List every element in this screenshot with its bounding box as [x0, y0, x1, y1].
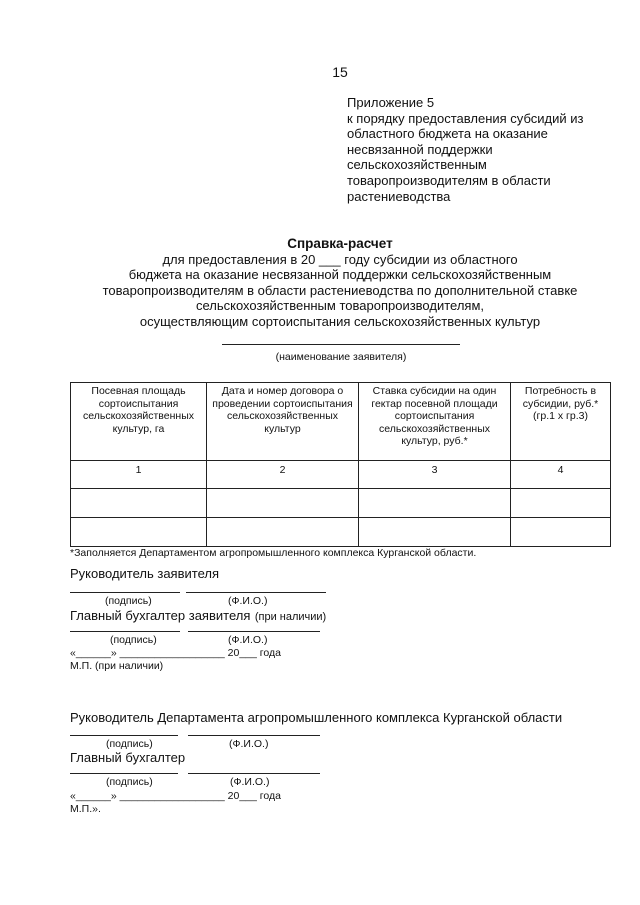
- fio-caption: (Ф.И.О.): [229, 738, 269, 750]
- appendix-line: Приложение 5: [347, 95, 435, 110]
- header-cell-need: Потребность в субсидии, руб.* (гр.1 х гр.3): [511, 383, 611, 461]
- column-number: 3: [359, 461, 511, 489]
- page-number: 15: [332, 64, 348, 80]
- table-cell: [359, 518, 511, 547]
- appendix-line: областного бюджета на оказание: [347, 126, 548, 142]
- calculation-table: [70, 382, 611, 547]
- table-cell: [71, 489, 207, 518]
- signature-caption: (подпись): [105, 595, 152, 607]
- signature-caption: (подпись): [106, 738, 153, 750]
- fio-line: [188, 773, 320, 774]
- signature-line: [70, 592, 180, 593]
- table-row: [71, 489, 611, 518]
- applicant-name-line: [222, 344, 460, 345]
- document-title: [70, 236, 610, 330]
- date-line: «______» __________________ 20___ года: [70, 790, 281, 802]
- table-cell: [511, 489, 611, 518]
- chief-accountant-applicant-label: Главный бухгалтер заявителя: [70, 608, 251, 623]
- signature-line: [70, 773, 178, 774]
- date-line: «______» __________________ 20___ года: [70, 647, 281, 659]
- head-department-label: Руководитель Департамента агропромышленного комплекса Курганской области: [70, 710, 563, 725]
- column-number: 2: [207, 461, 359, 489]
- title-line: товаропроизводителям в области растениеводства по дополнительной ставке: [102, 282, 578, 298]
- appendix-line: несвязанной поддержки: [347, 141, 493, 157]
- column-number: 4: [511, 461, 611, 489]
- table-header-row: [71, 383, 611, 461]
- column-number: 1: [71, 461, 207, 489]
- fio-caption: (Ф.И.О.): [230, 776, 270, 788]
- appendix-note: [347, 95, 607, 204]
- signature-line: [70, 735, 178, 736]
- signature-caption: (подпись): [106, 776, 153, 788]
- table-cell: [511, 518, 611, 547]
- title-heading: Справка-расчет: [287, 236, 393, 251]
- table-row: [71, 518, 611, 547]
- appendix-line: растениеводства: [347, 188, 451, 204]
- signature-caption: (подпись): [110, 634, 157, 646]
- title-line: бюджета на оказание несвязанной поддержки сельскохозяйственным: [128, 267, 552, 283]
- title-line: для предоставления в 20 ___ году субсидии из областного: [162, 251, 518, 267]
- fio-line: [188, 631, 320, 632]
- head-applicant-label: Руководитель заявителя: [70, 566, 219, 581]
- fio-caption: (Ф.И.О.): [228, 634, 268, 646]
- signature-line: [70, 631, 180, 632]
- seal-note: М.П.».: [70, 803, 101, 815]
- header-cell-area: Посевная площадь сортоиспытания сельскохозяйственных культур, га: [71, 383, 207, 461]
- table-cell: [207, 489, 359, 518]
- if-any-note: (при наличии): [254, 611, 327, 623]
- table-cell: [359, 489, 511, 518]
- applicant-name-caption: (наименование заявителя): [275, 351, 407, 363]
- appendix-line: товаропроизводителям в области: [347, 172, 551, 188]
- header-cell-rate: Ставка субсидии на один гектар посевной площади сортоиспытания сельскохозяйственных культур, руб.*: [359, 383, 511, 461]
- table-cell: [207, 518, 359, 547]
- fio-line: [188, 735, 320, 736]
- footnote: *Заполняется Департаментом агропромышленного комплекса Курганской области.: [70, 547, 477, 559]
- title-line: осуществляющим сортоиспытания сельскохозяйственных культур: [139, 313, 541, 329]
- title-line: сельскохозяйственным товаропроизводителям,: [195, 298, 484, 314]
- fio-caption: (Ф.И.О.): [228, 595, 268, 607]
- appendix-line: к порядку предоставления субсидий из: [347, 110, 584, 126]
- header-cell-contract: Дата и номер договора о проведении сортоиспытания сельскохозяйственных культур: [207, 383, 359, 461]
- appendix-line: сельскохозяйственным: [347, 157, 487, 173]
- seal-note: М.П. (при наличии): [70, 660, 164, 672]
- chief-accountant-applicant: [70, 607, 326, 625]
- chief-accountant-label: Главный бухгалтер: [70, 750, 186, 765]
- table-number-row: [71, 461, 611, 489]
- fio-line: [186, 592, 326, 593]
- table-cell: [71, 518, 207, 547]
